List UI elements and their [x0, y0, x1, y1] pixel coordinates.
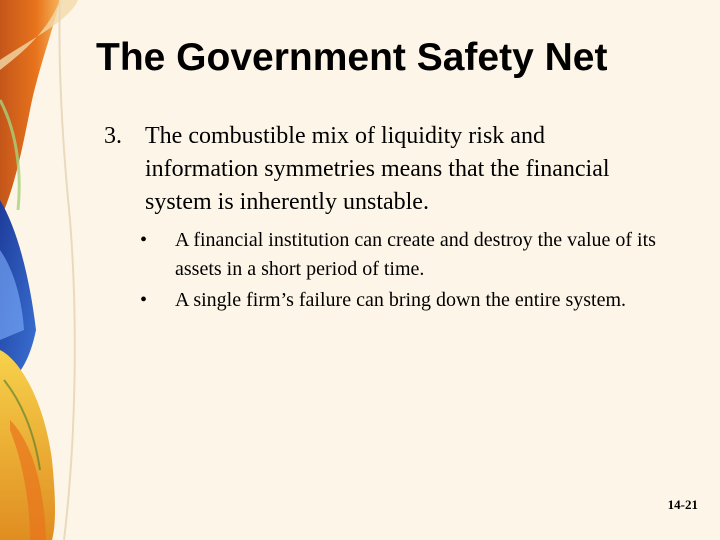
bullet-item: [140, 286, 680, 315]
slide-title: The Government Safety Net: [96, 36, 608, 79]
bullet-text: A single firm’s failure can bring down the entire system.: [175, 289, 627, 311]
bullet-list: [140, 226, 680, 317]
bullet-item: [140, 226, 680, 284]
bullet-text: A financial institution can create and destroy the value of its assets in a short period of time.: [175, 229, 656, 280]
decorative-feather-art: [0, 0, 100, 540]
bullet-marker: •: [140, 289, 148, 311]
main-point-text: The combustible mix of liquidity risk and information symmetries means that the financial system is inherently unstable.: [145, 123, 610, 215]
main-point-number: 3.: [104, 123, 122, 149]
page-number: 14-21: [667, 497, 698, 512]
bullet-marker: •: [140, 229, 148, 251]
